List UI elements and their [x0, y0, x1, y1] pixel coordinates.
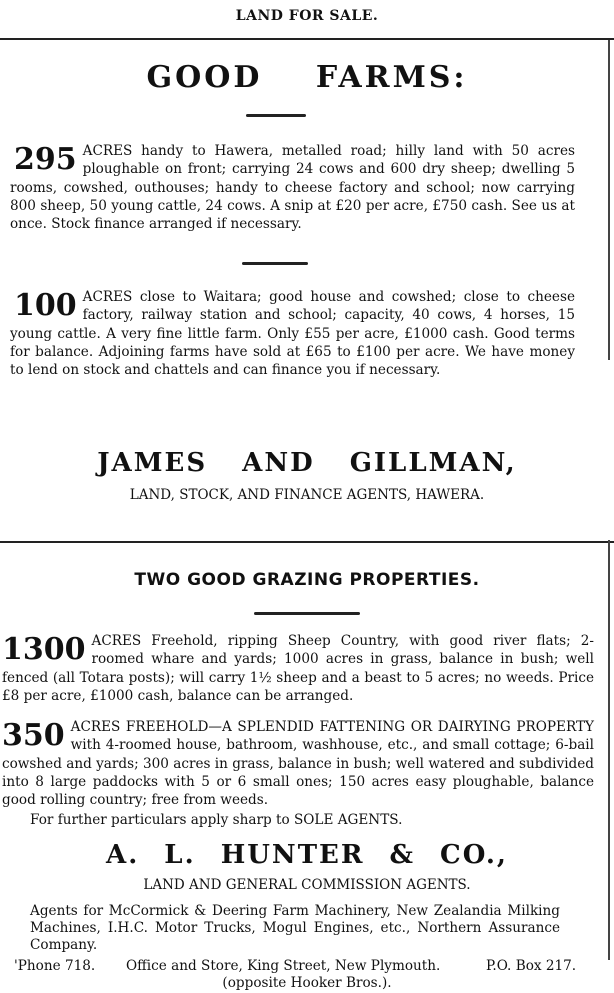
listing-acreage: 1300: [2, 632, 86, 667]
listing-text: ACRES close to Waitara; good house and cowshed; close to cheese factory, railway station and school; capacity, 40 cows, 4 horses, 15 young cattle. A very fine little farm. Only £55 per acre, £1000 cash. Good terms for balance. Adjoining farms have sold at £65 to £100 per acre. We have money to lend on stock and chattels and can finance you if necessary.: [10, 289, 575, 379]
top-rule: [0, 38, 614, 40]
ad2-po-box: P.O. Box 217.: [486, 958, 577, 974]
ad1-headline: GOOD FARMS:: [146, 60, 468, 95]
listing-acreage: 100: [14, 288, 77, 323]
ad2-agent-name: A. L. HUNTER & CO.,: [106, 840, 508, 870]
page-edge-line: [608, 40, 610, 360]
ad1-agent-name: JAMES AND GILLMAN,: [97, 448, 517, 478]
ad2-closing: For further particulars apply sharp to SOLE AGENTS.: [30, 812, 403, 828]
ad2-agents-for: Agents for McCormick & Deering Farm Machinery, New Zealandia Milking Machines, I.H.C. Motor Trucks, Mogul Engines, etc., Northern Assurance Company.: [30, 903, 560, 953]
ad2-phone: 'Phone 718.: [14, 958, 96, 974]
ornament-divider: [254, 612, 360, 615]
ornament-divider: [242, 262, 308, 265]
ad1-listing-100: [10, 288, 575, 379]
section-rule: [0, 541, 614, 543]
ad2-agent-desc: LAND AND GENERAL COMMISSION AGENTS.: [143, 877, 471, 893]
listing-text: ACRES handy to Hawera, metalled road; hilly land with 50 acres ploughable on front; carrying 24 cows and 600 dry sheep; dwelling 5 rooms, cowshed, outhouses; handy to cheese factory and school; now carrying 800 sheep, 50 young cattle, 24 cows. A snip at £20 per acre, £750 cash. See us at once. Stock finance arranged if necessary.: [10, 143, 575, 233]
ad1-agent-desc: LAND, STOCK, AND FINANCE AGENTS, HAWERA.: [129, 487, 485, 503]
page-edge-line: [608, 540, 610, 960]
ornament-divider: [246, 114, 306, 117]
ad2-headline: TWO GOOD GRAZING PROPERTIES.: [134, 570, 480, 590]
ad1-listing-295: [10, 142, 575, 233]
listing-acreage: 350: [2, 718, 65, 753]
section-title: LAND FOR SALE.: [235, 8, 379, 24]
listing-text: ACRES Freehold, ripping Sheep Country, with good river flats; 2-roomed whare and yards; 1000 acres in grass, balance in bush; well fenced (all Totara posts); will carry 1½ sheep and a beast to 5 acres; no weeds. Price £8 per acre, £1000 cash, balance can be arranged.: [2, 633, 594, 704]
ad2-office: Office and Store, King Street, New Plymouth.: [126, 958, 441, 974]
ad2-listing-350: [2, 718, 594, 809]
listing-acreage: 295: [14, 142, 77, 177]
ad2-opposite: (opposite Hooker Bros.).: [222, 975, 392, 991]
ad2-listing-1300: [2, 632, 594, 705]
listing-text: ACRES FREEHOLD—A SPLENDID FATTENING OR DAIRYING PROPERTY with 4-roomed house, bathroom, washhouse, etc., and small cottage; 6-bail cowshed and yards; 300 acres in grass, balance in bush; well watered and subdivided into 8 large paddocks with 5 or 6 small ones; 150 acres easy ploughable, balance good rolling country; free from weeds.: [2, 719, 594, 809]
